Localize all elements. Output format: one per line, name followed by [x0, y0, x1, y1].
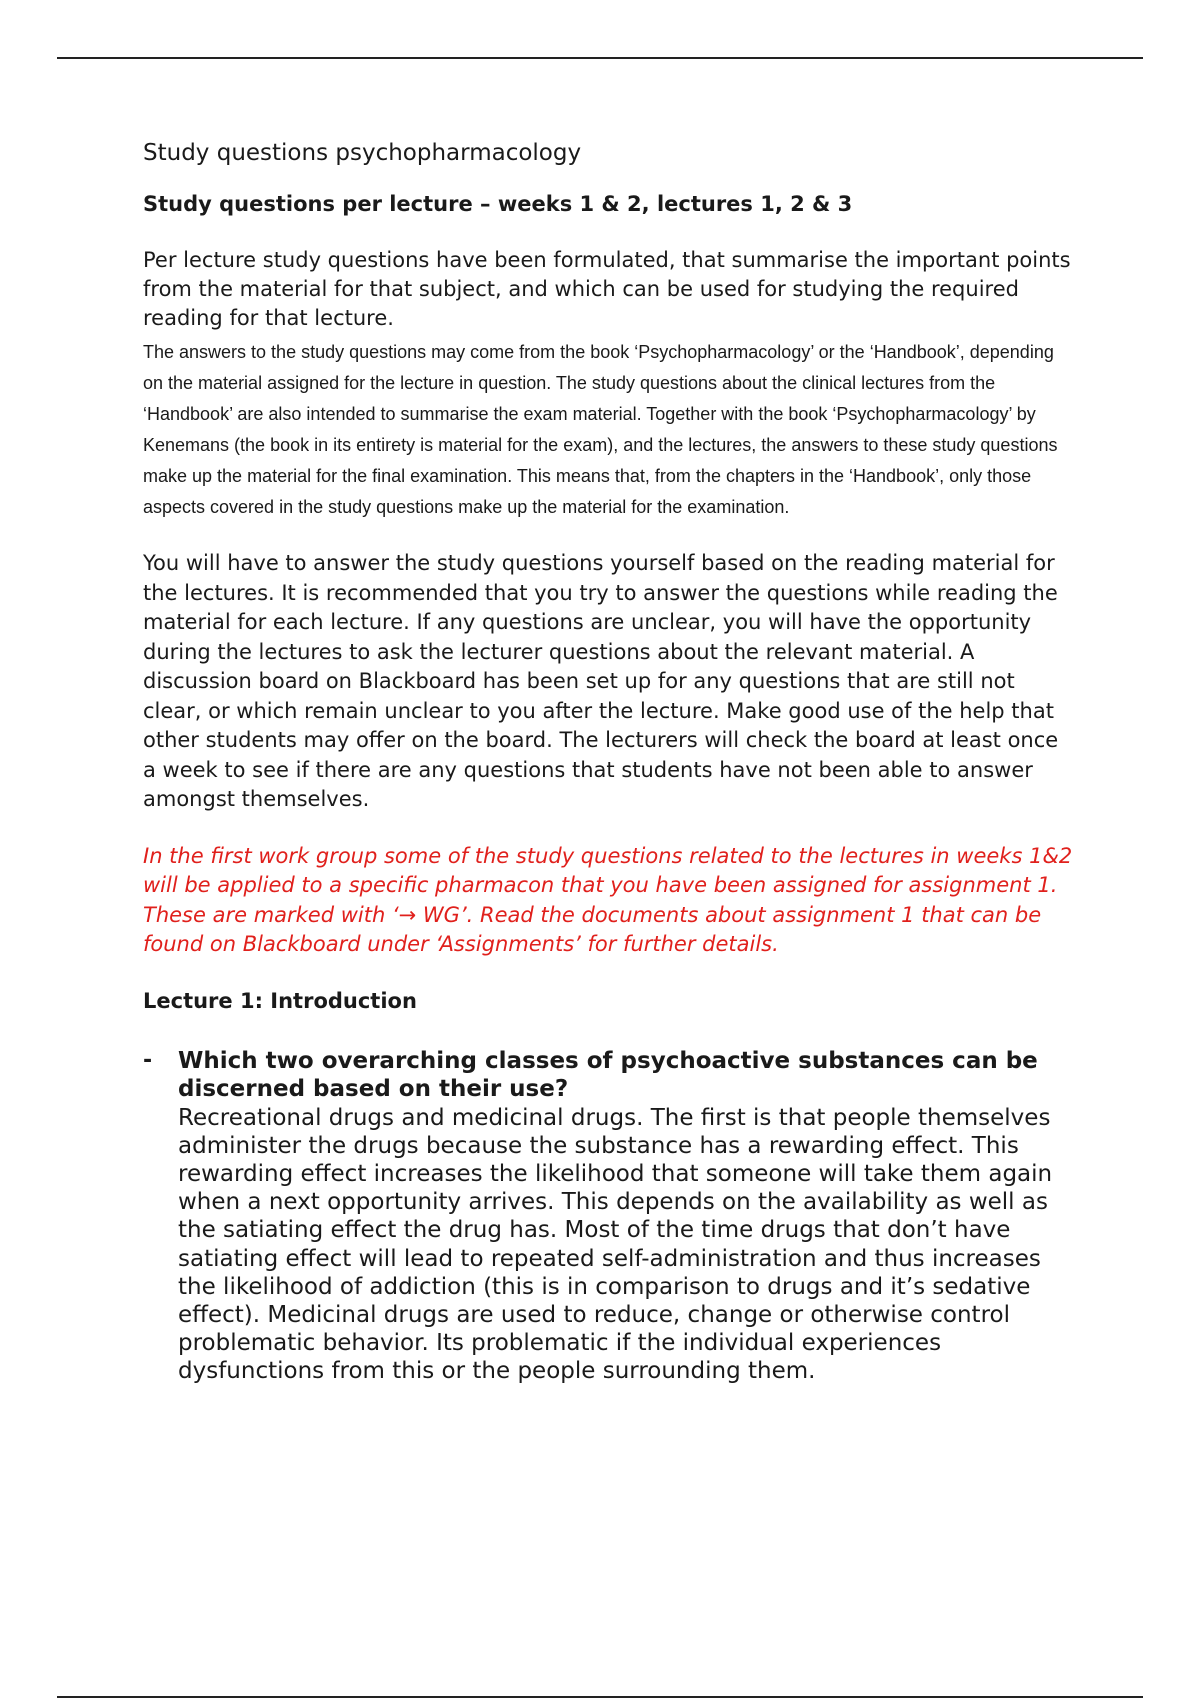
- answer-text: Recreational drugs and medicinal drugs. The first is that people themselves administer the drugs because the substance has a rewarding effect. This rewarding effect increases the likelihood that someone will take them again when a next opportunity arrives. This depends on the availability as well as the satiating effect the drug has. Most of the time drugs that don’t have satiating effect will lead to repeated self-administration and thus increases the likelihood of addiction (this is in comparison to drugs and it’s sedative effect). Medicinal drugs are used to reduce, change or otherwise control problematic behavior. Its problematic if the individual experiences dysfunctions from this or the people surrounding them.: [178, 1104, 1053, 1385]
- page-top-rule: [57, 57, 1143, 59]
- self-study-paragraph: You will have to answer the study questions yourself based on the reading material for the lectures. It is recommended that you try to answer the questions while reading the material for each lecture. If any questions are unclear, you will have the opportunity during the lectures to ask the lecturer questions about the relevant material. A discussion board on Blackboard has been set up for any questions that are still not clear, or which remain unclear to you after the lecture. Make good use of the help that other students may offer on the board. The lecturers will check the board at least once a week to see if there are any questions that students have not been able to answer amongst themselves.: [143, 551, 1059, 811]
- page-bottom-rule: [57, 1696, 1143, 1698]
- work-group-note: In the first work group some of the study questions related to the lectures in weeks 1&2 will be applied to a specific pharmacon that you have been assigned for assignment 1. These are marked with ‘→ WG’. Read the documents about assignment 1 that can be found on Blackboard under ‘Assignments’ for further details.: [143, 843, 1073, 956]
- question-text: Which two overarching classes of psychoactive substances can be discerned based on their use?: [178, 1047, 1038, 1102]
- intro-paragraph: Per lecture study questions have been formulated, that summarise the important points from the material for that subject, and which can be used for studying the required reading for that lecture.: [143, 248, 1071, 330]
- qa-item: [143, 1047, 1073, 1386]
- list-bullet: -: [143, 1047, 153, 1073]
- document-body: [143, 138, 1073, 1386]
- lecture-subheading: Study questions per lecture – weeks 1 & 2, lectures 1, 2 & 3: [143, 192, 853, 216]
- document-title: Study questions psychopharmacology: [143, 140, 582, 166]
- answers-paragraph: The answers to the study questions may come from the book ‘Psychopharmacology’ or the ‘Handbook’, depending on the material assigned for the lecture in question. The study questions about the clinical lectures from the ‘Handbook’ are also intended to summarise the exam material. Together with the book ‘Psychopharmacology’ by Kenemans (the book in its entirety is material for the exam), and the lectures, the answers to these study questions make up the material for the final examination. This means that, from the chapters in the ‘Handbook’, only those aspects covered in the study questions make up the material for the examination.: [143, 342, 1058, 517]
- section-heading-lecture-1: Lecture 1: Introduction: [143, 988, 417, 1013]
